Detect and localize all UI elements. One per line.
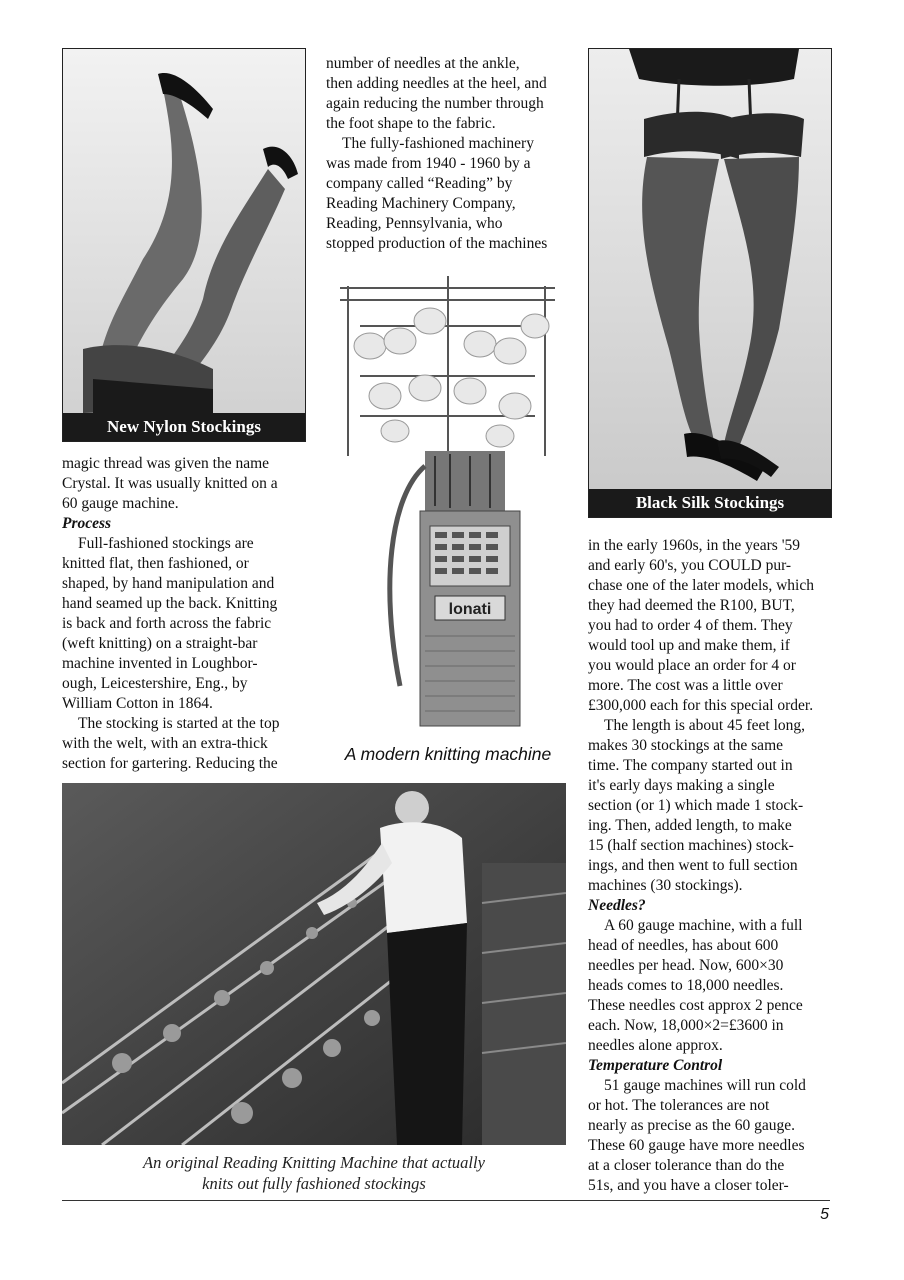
- text-line: section for gartering. Reducing the: [62, 755, 278, 772]
- text-line: 51 gauge machines will run cold: [604, 1077, 806, 1094]
- column-1-text: [62, 454, 307, 774]
- nylon-stockings-illustration: [63, 49, 305, 441]
- text-line: stopped production of the machines: [326, 235, 548, 252]
- text-line: would tool up and make them, if: [588, 637, 790, 654]
- text-line: 15 (half section machines) stock-: [588, 837, 794, 854]
- text-line: Reading Machinery Company,: [326, 195, 516, 212]
- text-line: number of needles at the ankle,: [326, 55, 520, 72]
- text-line: you had to order 4 of them. They: [588, 617, 793, 634]
- silk-stockings-photo: [588, 48, 832, 518]
- text-line: magic thread was given the name: [62, 455, 270, 472]
- nylon-caption: New Nylon Stockings: [63, 413, 305, 441]
- text-line: with the welt, with an extra-thick: [62, 735, 268, 752]
- text-line: they had deemed the R100, BUT,: [588, 597, 795, 614]
- text-line: knitted flat, then fashioned, or: [62, 555, 249, 572]
- text-line: machines (30 stockings).: [588, 877, 743, 894]
- text-line: at a closer tolerance than do the: [588, 1157, 785, 1174]
- text-line: company called “Reading” by: [326, 175, 513, 192]
- text-line: in the early 1960s, in the years '59: [588, 537, 800, 554]
- text-line: makes 30 stockings at the same: [588, 737, 783, 754]
- text-line: again reducing the number through: [326, 95, 544, 112]
- text-line: The length is about 45 feet long,: [604, 717, 806, 734]
- silk-stockings-illustration: [589, 49, 831, 517]
- reading-machine-caption: [62, 1152, 566, 1194]
- text-line: head of needles, has about 600: [588, 937, 779, 954]
- text-line: more. The cost was a little over: [588, 677, 783, 694]
- column-3-text: [588, 536, 838, 1196]
- text-line: ings, and then went to full section: [588, 857, 798, 874]
- text-line: ing. Then, added length, to make: [588, 817, 792, 834]
- text-line: (weft knitting) on a straight-bar: [62, 635, 258, 652]
- text-line: The fully-fashioned machinery: [342, 135, 534, 152]
- text-line: was made from 1940 - 1960 by a: [326, 155, 531, 172]
- text-line: time. The company started out in: [588, 757, 793, 774]
- heading-needles: Needles?: [588, 897, 646, 914]
- text-line: section (or 1) which made 1 stock-: [588, 797, 804, 814]
- reading-caption-line-1: An original Reading Knitting Machine that actually: [143, 1153, 485, 1172]
- modern-machine-caption: A modern knitting machine: [344, 744, 552, 764]
- text-line: These needles cost approx 2 pence: [588, 997, 803, 1014]
- heading-temperature-control: Temperature Control: [588, 1057, 723, 1074]
- modern-machine-photo: [330, 266, 566, 736]
- text-line: £300,000 each for this special order.: [588, 697, 814, 714]
- text-line: Full-fashioned stockings are: [78, 535, 254, 552]
- text-line: shaped, by hand manipulation and: [62, 575, 275, 592]
- text-line: 60 gauge machine.: [62, 495, 179, 512]
- text-line: 51s, and you have a closer toler-: [588, 1177, 789, 1194]
- silk-caption: Black Silk Stockings: [589, 489, 831, 517]
- footer-divider: [62, 1200, 830, 1201]
- text-line: Reading, Pennsylvania, who: [326, 215, 503, 232]
- text-line: A 60 gauge machine, with a full: [604, 917, 803, 934]
- text-line: These 60 gauge have more needles: [588, 1137, 805, 1154]
- text-line: Crystal. It was usually knitted on a: [62, 475, 278, 492]
- text-line: ough, Leicestershire, Eng., by: [62, 675, 248, 692]
- text-line: William Cotton in 1864.: [62, 695, 213, 712]
- text-line: or hot. The tolerances are not: [588, 1097, 770, 1114]
- nylon-stockings-photo: [62, 48, 306, 442]
- text-line: it's early days making a single: [588, 777, 775, 794]
- text-line: machine invented in Loughbor-: [62, 655, 258, 672]
- text-line: then adding needles at the heel, and: [326, 75, 547, 92]
- text-line: and early 60's, you COULD pur-: [588, 557, 792, 574]
- text-line: chase one of the later models, which: [588, 577, 814, 594]
- modern-machine-illustration: [330, 266, 566, 736]
- heading-process: Process: [62, 515, 112, 532]
- text-line: The stocking is started at the top: [78, 715, 280, 732]
- text-line: hand seamed up the back. Knitting: [62, 595, 278, 612]
- text-line: you would place an order for 4 or: [588, 657, 796, 674]
- text-line: nearly as precise as the 60 gauge.: [588, 1117, 796, 1134]
- text-line: each. Now, 18,000×2=£3600 in: [588, 1017, 784, 1034]
- text-line: is back and forth across the fabric: [62, 615, 272, 632]
- column-2-text: [326, 54, 576, 254]
- machine-panel-label: lonati: [448, 601, 492, 618]
- text-line: needles per head. Now, 600×30: [588, 957, 784, 974]
- text-line: the foot shape to the fabric.: [326, 115, 496, 132]
- text-line: needles alone approx.: [588, 1037, 723, 1054]
- reading-caption-line-2: knits out fully fashioned stockings: [202, 1174, 426, 1193]
- page-number: 5: [820, 1206, 829, 1223]
- text-line: heads comes to 18,000 needles.: [588, 977, 784, 994]
- reading-machine-photo: [62, 783, 566, 1145]
- reading-machine-illustration: [62, 783, 566, 1145]
